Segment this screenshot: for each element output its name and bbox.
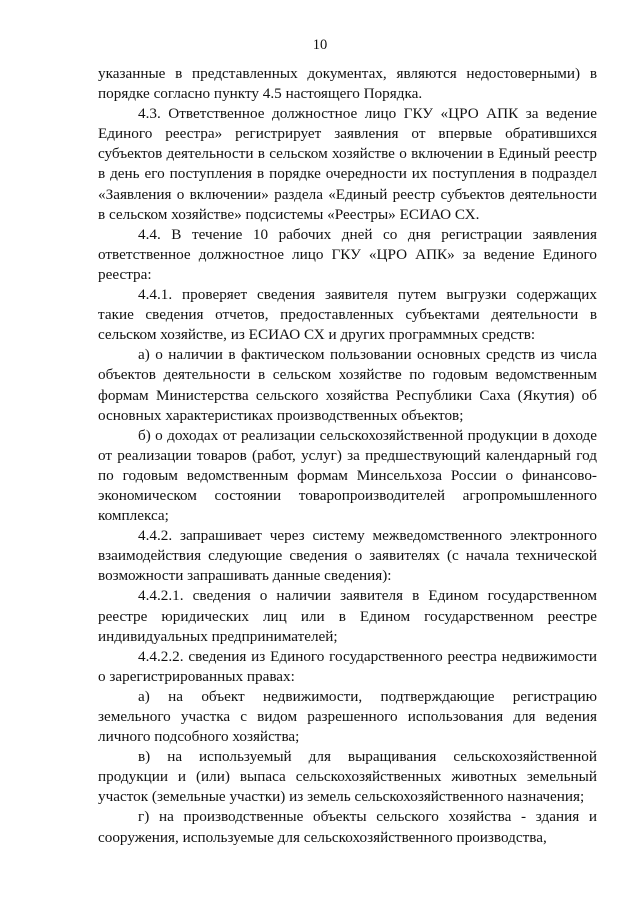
paragraph-4-4-2-2-g: г) на производственные объекты сельского хозяйства - здания и сооружения, используемые для сельскохозяйственного производства, xyxy=(98,808,597,846)
paragraph-4-4-1-a: а) о наличии в фактическом пользовании основных средств из числа объектов деятельности в сельском хозяйстве по годовым ведомственным формам Министерства сельского хозяйства Республики Саха (Якутия) об основных характеристиках производственных объектов; xyxy=(98,346,597,424)
paragraph-4-4-2-2: 4.4.2.2. сведения из Единого государственного реестра недвижимости о зарегистрированных правах: xyxy=(98,647,597,685)
paragraph-continuation: указанные в представленных документах, являются недостоверными) в порядке согласно пункту 4.5 настоящего Порядка. xyxy=(98,65,597,103)
page-number: 10 xyxy=(312,37,328,53)
paragraph-4-4-2: 4.4.2. запрашивает через систему межведомственного электронного взаимодействия следующие сведения о заявителях (с начала технической возможности запрашивать данные сведения): xyxy=(98,527,597,585)
paragraph-4-4-1-b: б) о доходах от реализации сельскохозяйственной продукции в доходе от реализации товаров (работ, услуг) за предшествующий календарный год по годовым ведомственным формам Минсельхоза России о финансово-экономическом состоянии товаропроизводителей агропромышленного комплекса; xyxy=(98,426,597,525)
paragraph-4-4-2-2-a: а) на объект недвижимости, подтверждающие регистрацию земельного участка с видом разрешенного использования для ведения личного подсобного хозяйства; xyxy=(98,687,597,746)
paragraph-4-3: 4.3. Ответственное должностное лицо ГКУ «ЦРО АПК за ведение Единого реестра» регистрирует заявления от впервые обратившихся субъектов деятельности в сельском хозяйстве о включении в Единый реестр в день его поступления в порядке очередности их поступления в подраздел «Заявления о включении» раздела «Единый реестр субъектов деятельности в сельском хозяйстве» подсистемы «Реестры» ЕСИАО СХ. xyxy=(98,105,597,223)
paragraph-4-4-1: 4.4.1. проверяет сведения заявителя путем выгрузки содержащих такие сведения отчетов, предоставленных субъектами деятельности в сельском хозяйстве, из ЕСИАО СХ и других программных средств: xyxy=(98,286,597,344)
document-body xyxy=(98,64,597,848)
paragraph-4-4-2-2-v: в) на используемый для выращивания сельскохозяйственной продукции и (или) выпаса сельскохозяйственных животных земельный участок (земельные участки) из земель сельскохозяйственного назначения; xyxy=(98,748,597,806)
paragraph-4-4-2-1: 4.4.2.1. сведения о наличии заявителя в Едином государственном реестре юридических лиц или в Едином государственном реестре индивидуальных предпринимателей; xyxy=(98,587,597,645)
paragraph-4-4: 4.4. В течение 10 рабочих дней со дня регистрации заявления ответственное должностное лицо ГКУ «ЦРО АПК» за ведение Единого реестра: xyxy=(98,225,597,283)
